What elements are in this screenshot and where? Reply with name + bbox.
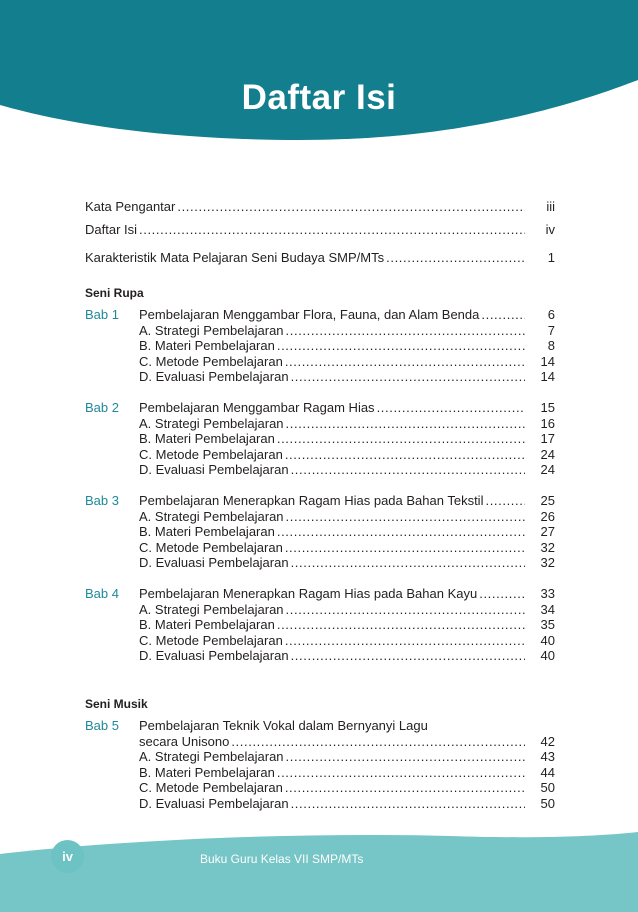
chapter-label: Bab 4 [85,586,119,601]
dot-leader [377,400,525,416]
page-ref: 32 [540,539,555,555]
section-title: Seni Musik [85,697,148,711]
section-title: Seni Rupa [85,286,144,300]
entry-text: A. Strategi Pembelajaran [139,749,284,764]
entry-text: D. Evaluasi Pembelajaran [139,648,289,663]
page-ref: iv [545,222,555,237]
entry-text: C. Metode Pembelajaran [139,446,283,462]
dot-leader [277,431,525,447]
page-ref: 43 [540,749,555,764]
subsection-entry[interactable] [85,540,555,556]
page-ref: 6 [547,307,555,322]
page-number: iv [51,840,84,873]
entry-text: Pembelajaran Menerapkan Ragam Hias pada Bahan Kayu [139,586,478,601]
page-ref: 25 [540,493,555,508]
page-ref: 40 [540,648,555,663]
entry-text: C. Metode Pembelajaran [139,353,283,369]
entry-text: A. Strategi Pembelajaran [139,415,284,431]
page-ref: 33 [540,586,555,601]
footer-book-title: Buku Guru Kelas VII SMP/MTs [200,852,364,866]
subsection-entry[interactable] [85,338,555,354]
entry-text: Karakteristik Mata Pelajaran Seni Budaya SMP/MTs [85,250,385,265]
subsection-entry[interactable] [85,323,555,339]
entry-text: A. Strategi Pembelajaran [139,322,284,338]
entry-text: B. Materi Pembelajaran [139,617,275,632]
entry-text: secara Unisono [139,733,230,749]
chapter-entry[interactable] [85,493,555,509]
page-ref: 14 [540,353,555,369]
subsection-entry[interactable] [85,633,555,649]
entry-text: A. Strategi Pembelajaran [139,508,284,524]
subsection-entry[interactable] [85,509,555,525]
dot-leader [139,222,525,238]
page-ref: 35 [540,617,555,632]
dot-leader [485,493,525,509]
chapter-label: Bab 3 [85,493,119,508]
chapter-entry-continued[interactable] [85,734,555,750]
subsection-entry[interactable] [85,617,555,633]
entry-text: A. Strategi Pembelajaran [139,601,284,617]
dot-leader [291,648,525,664]
dot-leader [231,734,525,750]
dot-leader [286,602,525,618]
entry-text: C. Metode Pembelajaran [139,780,283,795]
entry-text: Pembelajaran Menggambar Ragam Hias [139,400,375,415]
dot-leader [291,555,525,571]
subsection-entry[interactable] [85,524,555,540]
page-ref: 17 [540,431,555,446]
entry-text: B. Materi Pembelajaran [139,431,275,446]
entry-text: D. Evaluasi Pembelajaran [139,369,289,384]
header-wave-shape [0,0,638,140]
dot-leader [481,307,525,323]
subsection-entry[interactable] [85,602,555,618]
entry-text: Pembelajaran Teknik Vokal dalam Bernyanyi Lagu [139,718,428,733]
page-ref: 26 [540,508,555,524]
dot-leader [277,765,525,781]
toc-entry[interactable] [85,199,555,215]
footer-band [0,832,638,912]
entry-text: B. Materi Pembelajaran [139,764,275,780]
entry-text: B. Materi Pembelajaran [139,524,275,539]
page-ref: 40 [540,632,555,648]
page-ref: 8 [547,338,555,353]
chapter-label: Bab 1 [85,307,119,322]
subsection-entry[interactable] [85,447,555,463]
dot-leader [286,509,525,525]
page-ref: 14 [540,369,555,384]
entry-text: D. Evaluasi Pembelajaran [139,462,289,477]
dot-leader [277,524,525,540]
page-ref: 32 [540,555,555,570]
dot-leader [277,338,525,354]
subsection-entry[interactable] [85,354,555,370]
page-ref: 50 [540,795,555,811]
dot-leader [285,354,525,370]
subsection-entry[interactable] [85,431,555,447]
page-ref: 1 [547,250,555,265]
entry-text: Pembelajaran Menerapkan Ragam Hias pada Bahan Tekstil [139,493,484,508]
dot-leader [177,199,525,215]
chapter-entry[interactable] [85,718,555,734]
chapter-label: Bab 5 [85,718,119,733]
subsection-entry[interactable] [85,462,555,478]
page-ref: 24 [540,462,555,477]
page-ref: 27 [540,524,555,539]
dot-leader [286,416,525,432]
page-ref: 34 [540,601,555,617]
chapter-entry[interactable] [85,307,555,323]
subsection-entry[interactable] [85,765,555,781]
page-title: Daftar Isi [241,78,397,117]
entry-text: C. Metode Pembelajaran [139,539,283,555]
entry-text: D. Evaluasi Pembelajaran [139,795,289,811]
page-ref: 50 [540,780,555,795]
entry-text: Daftar Isi [85,222,138,237]
dot-leader [291,796,525,812]
subsection-entry[interactable] [85,780,555,796]
dot-leader [277,617,525,633]
chapter-label: Bab 2 [85,400,119,415]
dot-leader [285,633,525,649]
page-ref: 15 [540,400,555,415]
entry-text: B. Materi Pembelajaran [139,338,275,353]
dot-leader [285,447,525,463]
subsection-entry[interactable] [85,416,555,432]
dot-leader [285,540,525,556]
page-ref: 24 [540,446,555,462]
subsection-entry[interactable] [85,796,555,812]
subsection-entry[interactable] [85,555,555,571]
page-ref: 44 [540,764,555,780]
dot-leader [386,250,525,266]
dot-leader [286,323,525,339]
dot-leader [479,586,525,602]
page-ref: iii [546,199,555,214]
footer-wave-shape [0,832,638,912]
toc-entry[interactable] [85,222,555,238]
entry-text: C. Metode Pembelajaran [139,632,283,648]
page-ref: 16 [540,415,555,431]
page-ref: 42 [540,733,555,749]
subsection-entry[interactable] [85,749,555,765]
dot-leader [291,369,525,385]
entry-text: D. Evaluasi Pembelajaran [139,555,289,570]
dot-leader [286,749,525,765]
subsection-entry[interactable] [85,648,555,664]
entry-text: Pembelajaran Menggambar Flora, Fauna, dan Alam Benda [139,307,480,322]
entry-text: Kata Pengantar [85,199,176,214]
toc-entry[interactable] [85,250,555,266]
page-ref: 7 [547,322,555,338]
subsection-entry[interactable] [85,369,555,385]
chapter-entry[interactable] [85,400,555,416]
dot-leader [285,780,525,796]
chapter-entry[interactable] [85,586,555,602]
dot-leader [291,462,525,478]
